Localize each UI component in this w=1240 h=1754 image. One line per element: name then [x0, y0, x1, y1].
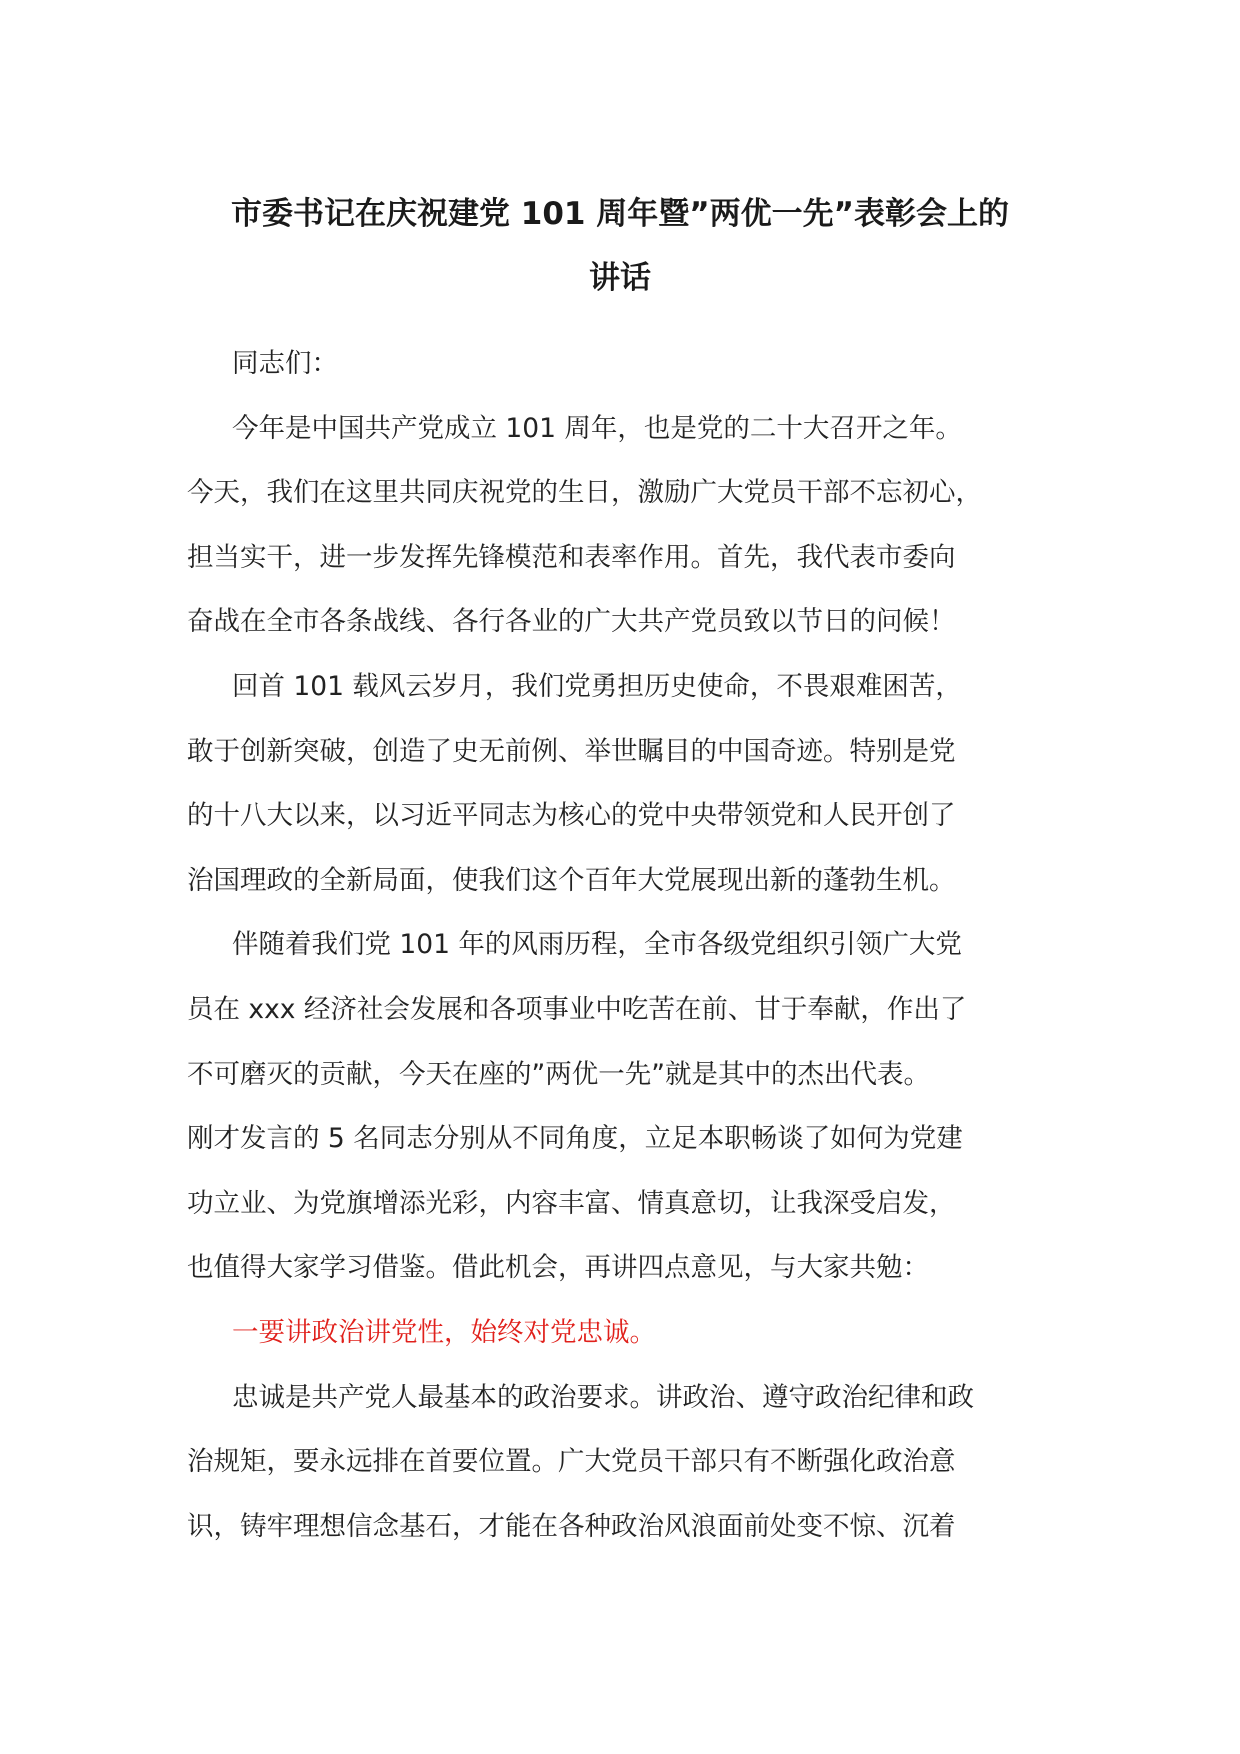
salutation: 同志们： [232, 348, 338, 379]
paragraph-3-line-3: 不可磨灭的贡献，今天在座的”两优一先”就是其中的杰出代表。 [187, 1058, 930, 1090]
title-line-1: 市委书记在庆祝建党 101 周年暨”两优一先”表彰会上的 [230, 196, 1010, 232]
title-line-2: 讲话 [589, 260, 651, 296]
paragraph-3-line-4: 刚才发言的 5 名同志分别从不同角度，立足本职畅谈了如何为党建 [187, 1123, 963, 1155]
paragraph-3-line-1: 伴随着我们党 101 年的风雨历程，全市各级党组织引领广大党 [232, 929, 962, 961]
paragraph-4-line-1: 忠诚是共产党人最基本的政治要求。讲政治、遵守政治纪律和政 [232, 1381, 974, 1413]
document-title [180, 182, 1060, 310]
paragraph-2-line-3: 的十八大以来，以习近平同志为核心的党中央带领党和人民开创了 [187, 800, 956, 832]
paragraph-1-line-2: 今天，我们在这里共同庆祝党的生日，激励广大党员干部不忘初心， [187, 477, 982, 509]
paragraph-1-line-4: 奋战在全市各条战线、各行各业的广大共产党员致以节日的问候！ [187, 606, 956, 638]
paragraph-2-line-2: 敢于创新突破，创造了史无前例、举世瞩目的中国奇迹。特别是党 [187, 735, 956, 767]
paragraph-2-line-4: 治国理政的全新局面，使我们这个百年大党展现出新的蓬勃生机。 [187, 864, 956, 896]
paragraph-3-line-5: 功立业、为党旗增添光彩，内容丰富、情真意切，让我深受启发， [187, 1187, 956, 1219]
paragraph-2-line-1: 回首 101 载风云岁月，我们党勇担历史使命，不畏艰难困苦， [232, 670, 962, 702]
paragraph-1-line-1: 今年是中国共产党成立 101 周年，也是党的二十大召开之年。 [232, 412, 962, 444]
paragraph-3-line-2: 员在 xxx 经济社会发展和各项事业中吃苦在前、甘于奉献，作出了 [187, 993, 967, 1025]
paragraph-4-line-2: 治规矩，要永远排在首要位置。广大党员干部只有不断强化政治意 [187, 1446, 956, 1478]
paragraph-1-line-3: 担当实干，进一步发挥先锋模范和表率作用。首先，我代表市委向 [187, 541, 956, 573]
paragraph-3-line-6: 也值得大家学习借鉴。借此机会，再讲四点意见，与大家共勉： [187, 1252, 929, 1284]
document-body [187, 332, 1087, 1559]
paragraph-4-line-3: 识，铸牢理想信念基石，才能在各种政治风浪面前处变不惊、沉着 [187, 1510, 956, 1542]
section-heading-1: 一要讲政治讲党性，始终对党忠诚。 [232, 1316, 656, 1348]
